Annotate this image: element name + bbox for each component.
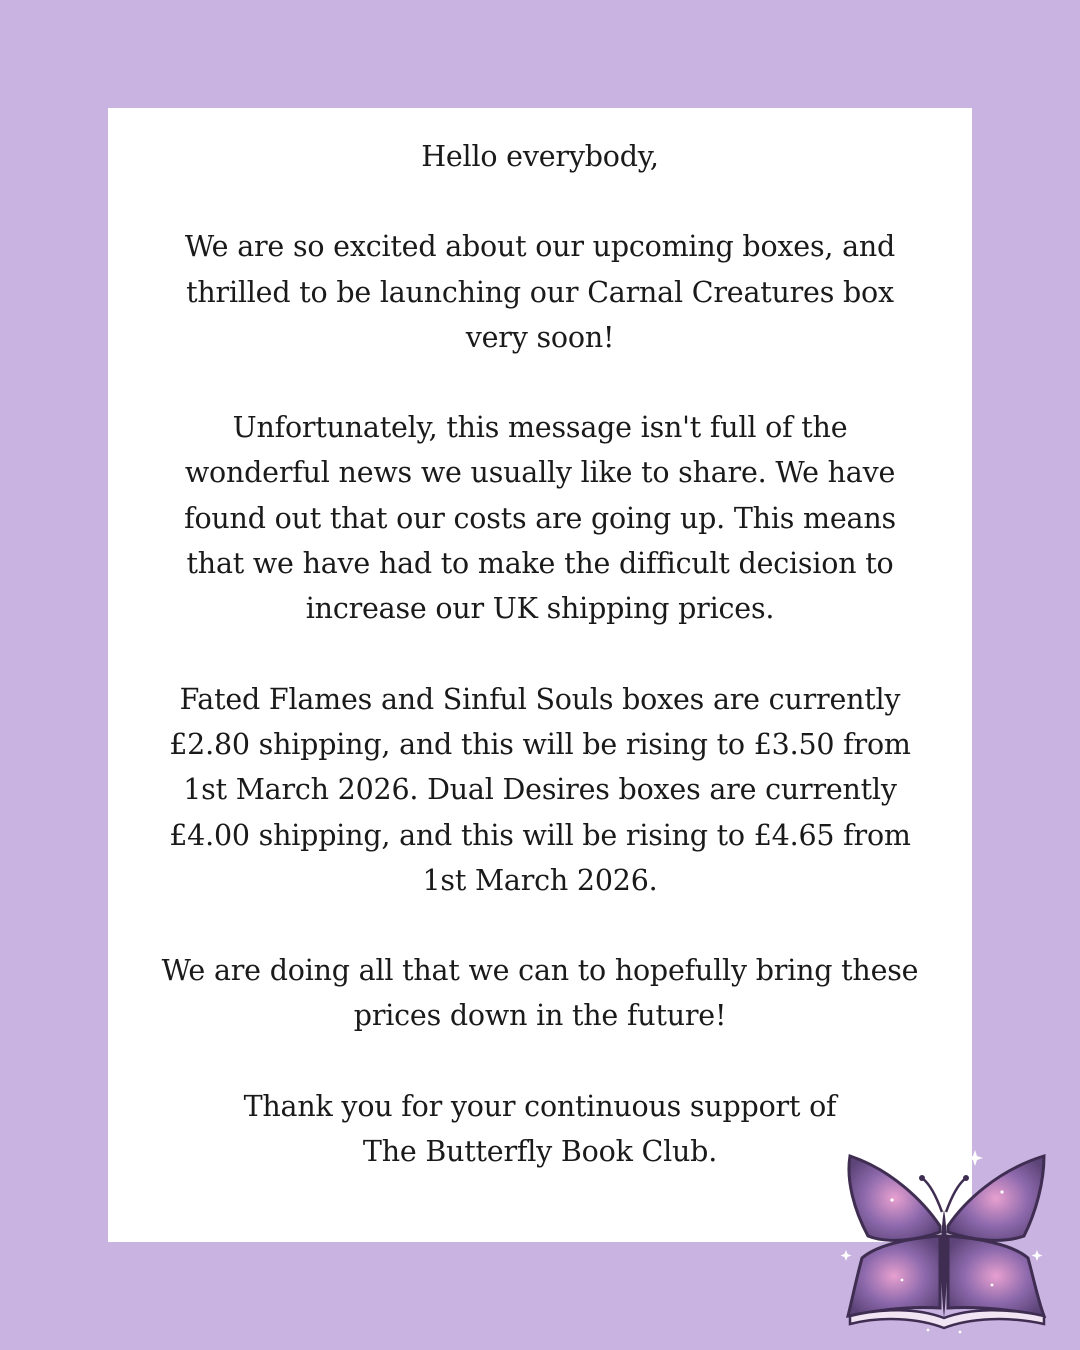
butterfly-book-club-logo	[832, 1140, 1058, 1336]
closing	[148, 1084, 932, 1175]
text-line: We are so excited about our upcoming boxes, and	[184, 230, 896, 264]
letter-card	[108, 108, 972, 1242]
lower-left-wing	[848, 1236, 940, 1316]
text-line: that we have had to make the difficult decision to	[186, 547, 894, 581]
greeting-line: Hello everybody,	[421, 140, 659, 173]
book-pages	[850, 1310, 1044, 1328]
text-line: £2.80 shipping, and this will be rising to £3.50 from	[169, 727, 911, 761]
butterfly-body	[941, 1210, 947, 1318]
text-line: Unfortunately, this message isn't full of the	[232, 411, 848, 445]
greeting	[148, 134, 932, 179]
text-line: 1st March 2026.	[422, 863, 658, 897]
text-line: thrilled to be launching our Carnal Creatures box	[186, 275, 894, 309]
text-line: wonderful news we usually like to share. We have	[184, 456, 896, 490]
text-line: Fated Flames and Sinful Souls boxes are currently	[179, 682, 901, 716]
text-line: Thank you for your continuous support of	[243, 1089, 837, 1123]
paragraph-prices	[148, 677, 932, 903]
paragraph-future	[148, 948, 932, 1039]
lower-right-wing	[948, 1236, 1044, 1316]
text-line: The Butterfly Book Club.	[362, 1135, 718, 1169]
text-line: prices down in the future!	[353, 999, 727, 1033]
upper-left-wing	[849, 1156, 940, 1240]
text-line: very soon!	[465, 320, 615, 354]
upper-right-wing	[948, 1156, 1044, 1240]
paragraph-costs	[148, 405, 932, 631]
text-line: We are doing all that we can to hopefully bring these	[161, 954, 919, 988]
text-line: £4.00 shipping, and this will be rising to £4.65 from	[169, 818, 911, 852]
text-line: found out that our costs are going up. This means	[184, 501, 896, 535]
text-line: 1st March 2026. Dual Desires boxes are currently	[183, 773, 897, 807]
paragraph-excitement	[148, 224, 932, 360]
text-line: increase our UK shipping prices.	[305, 592, 775, 626]
